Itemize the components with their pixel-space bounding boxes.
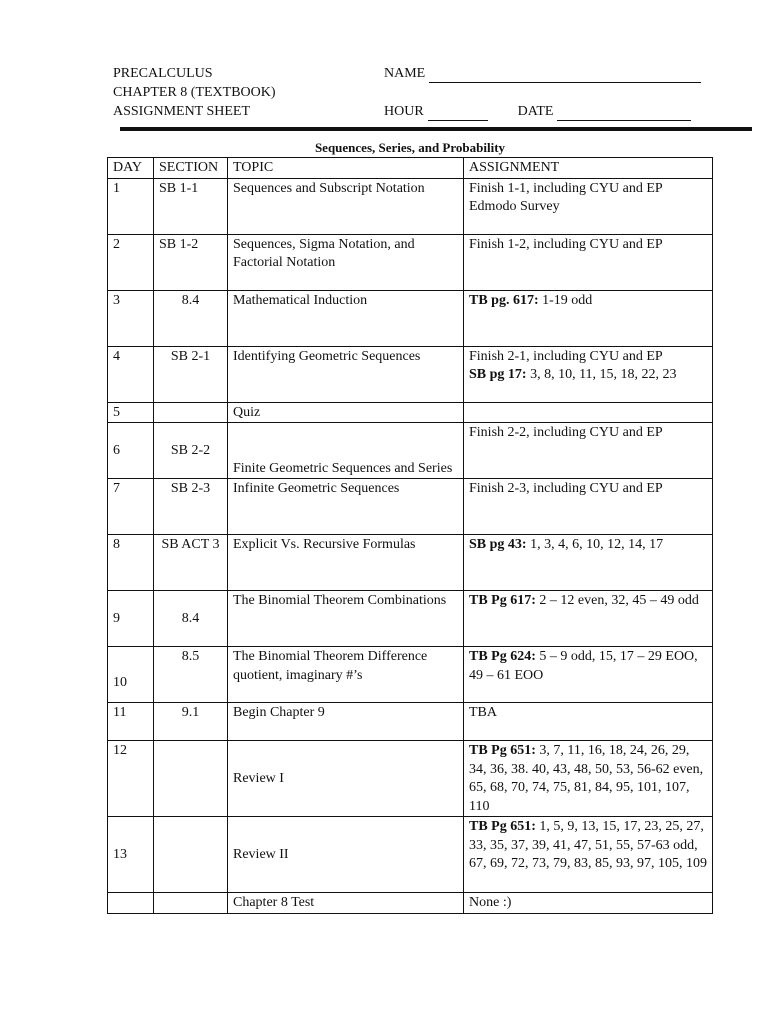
column-header-assignment: ASSIGNMENT [464, 158, 713, 179]
section-cell: SB ACT 3 [154, 535, 228, 591]
section-cell: SB 1-1 [154, 178, 228, 234]
section-cell: 8.5 [154, 647, 228, 703]
assignment-table [107, 157, 713, 914]
topic-cell: Quiz [228, 402, 464, 423]
date-label: DATE [517, 104, 554, 119]
assignment-cell: SB pg 43: 1, 3, 4, 6, 10, 12, 14, 17 [464, 535, 713, 591]
table-row [108, 402, 713, 423]
table-row [108, 423, 713, 479]
table-row [108, 479, 713, 535]
sheet-title: ASSIGNMENT SHEET [113, 104, 251, 119]
assignment-cell [464, 402, 713, 423]
day-cell: 1 [108, 178, 154, 234]
topic-cell: Mathematical Induction [228, 290, 464, 346]
assignment-cell: None :) [464, 893, 713, 914]
day-cell: 6 [108, 423, 154, 479]
table-row [108, 591, 713, 647]
column-header-topic: TOPIC [228, 158, 464, 179]
name-label: NAME [384, 66, 426, 81]
header-rule [120, 127, 752, 131]
table-row [108, 703, 713, 741]
hour-label: HOUR [384, 104, 424, 119]
course-title: PRECALCULUS [113, 66, 213, 81]
assignment-cell: Finish 1-2, including CYU and EP [464, 234, 713, 290]
section-cell [154, 402, 228, 423]
assignment-cell: TBA [464, 703, 713, 741]
topic-cell: Begin Chapter 9 [228, 703, 464, 741]
chapter-title: CHAPTER 8 (TEXTBOOK) [113, 85, 276, 100]
day-cell: 7 [108, 479, 154, 535]
assignment-cell: TB Pg 651: 1, 5, 9, 13, 15, 17, 23, 25, 27, 33, 35, 37, 39, 41, 47, 51, 55, 57-63 odd, 67, 69, 72, 73, 79, 83, 85, 93, 97, 105, 109 [464, 817, 713, 893]
table-row [108, 346, 713, 402]
day-cell: 9 [108, 591, 154, 647]
section-cell: SB 2-3 [154, 479, 228, 535]
section-cell: SB 2-1 [154, 346, 228, 402]
section-cell: 9.1 [154, 703, 228, 741]
day-cell: 2 [108, 234, 154, 290]
topic-cell: Review II [228, 817, 464, 893]
topic-cell: Review I [228, 741, 464, 817]
table-row [108, 741, 713, 817]
topic-cell: Infinite Geometric Sequences [228, 479, 464, 535]
topic-cell: The Binomial Theorem Difference quotient, imaginary #’s [228, 647, 464, 703]
header-right [384, 64, 714, 121]
page-title: Sequences, Series, and Probability [314, 140, 506, 155]
topic-cell: Identifying Geometric Sequences [228, 346, 464, 402]
topic-cell: Sequences and Subscript Notation [228, 178, 464, 234]
table-row [108, 178, 713, 234]
day-cell: 10 [108, 647, 154, 703]
header-left [113, 64, 276, 121]
section-cell [154, 893, 228, 914]
assignment-cell: TB Pg 624: 5 – 9 odd, 15, 17 – 29 EOO, 49 – 61 EOO [464, 647, 713, 703]
date-field[interactable] [557, 106, 691, 121]
assignment-cell: Finish 2-1, including CYU and EP SB pg 17: 3, 8, 10, 11, 15, 18, 22, 23 [464, 346, 713, 402]
column-header-section: SECTION [154, 158, 228, 179]
section-cell: SB 2-2 [154, 423, 228, 479]
day-cell [108, 893, 154, 914]
assignment-cell: TB Pg 617: 2 – 12 even, 32, 45 – 49 odd [464, 591, 713, 647]
assignment-cell: Finish 1-1, including CYU and EP Edmodo Survey [464, 178, 713, 234]
assignment-cell: Finish 2-3, including CYU and EP [464, 479, 713, 535]
name-field[interactable] [429, 68, 701, 83]
section-cell: 8.4 [154, 290, 228, 346]
table-header-row [108, 158, 713, 179]
assignment-cell: Finish 2-2, including CYU and EP [464, 423, 713, 479]
table-row [108, 647, 713, 703]
day-cell: 13 [108, 817, 154, 893]
section-cell [154, 741, 228, 817]
table-row [108, 290, 713, 346]
topic-cell: Explicit Vs. Recursive Formulas [228, 535, 464, 591]
day-cell: 4 [108, 346, 154, 402]
topic-cell: The Binomial Theorem Combinations [228, 591, 464, 647]
hour-field[interactable] [428, 106, 488, 121]
section-cell [154, 817, 228, 893]
day-cell: 3 [108, 290, 154, 346]
table-row [108, 893, 713, 914]
assignment-cell: TB pg. 617: 1-19 odd [464, 290, 713, 346]
section-cell: 8.4 [154, 591, 228, 647]
day-cell: 8 [108, 535, 154, 591]
day-cell: 12 [108, 741, 154, 817]
table-row [108, 817, 713, 893]
table-row [108, 234, 713, 290]
column-header-day: DAY [108, 158, 154, 179]
topic-cell: Chapter 8 Test [228, 893, 464, 914]
table-row [108, 535, 713, 591]
day-cell: 11 [108, 703, 154, 741]
topic-cell: Finite Geometric Sequences and Series [228, 423, 464, 479]
day-cell: 5 [108, 402, 154, 423]
assignment-cell: TB Pg 651: 3, 7, 11, 16, 18, 24, 26, 29, 34, 36, 38. 40, 43, 48, 50, 53, 56-62 even, 65, 68, 70, 74, 75, 81, 84, 95, 101, 107, 110 [464, 741, 713, 817]
section-cell: SB 1-2 [154, 234, 228, 290]
topic-cell: Sequences, Sigma Notation, and Factorial Notation [228, 234, 464, 290]
